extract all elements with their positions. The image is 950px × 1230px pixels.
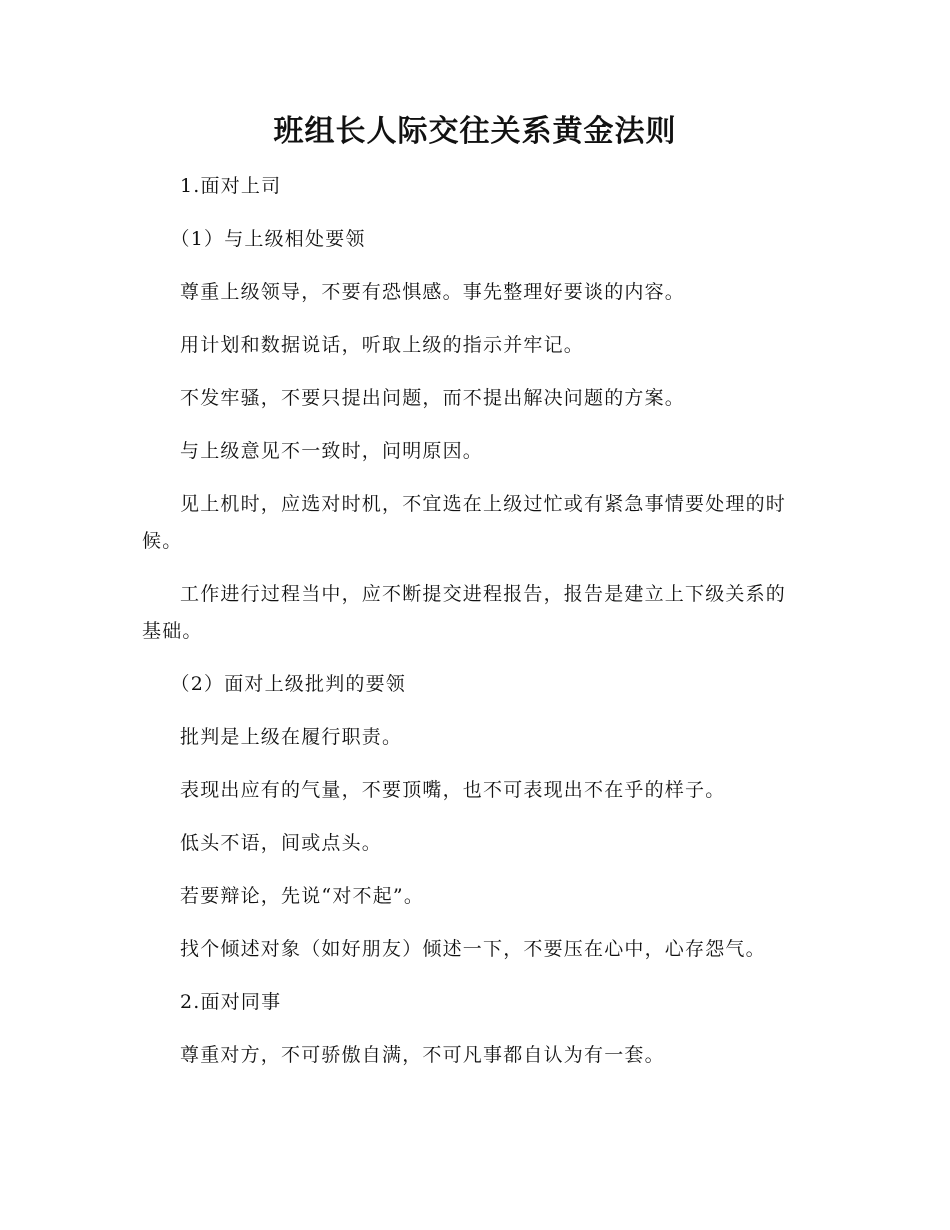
subsection-heading-getting-along: （1）与上级相处要领 [170,228,366,250]
paragraph: 表现出应有的气量，不要顶嘴，也不可表现出不在乎的样子。 [180,779,726,801]
document-title: 班组长人际交往关系黄金法则 [273,114,677,149]
section-heading-colleagues: 2.面对同事 [180,991,282,1013]
document-body [142,168,798,1090]
paragraph: 低头不语，间或点头。 [180,832,383,854]
paragraph: 若要辩论，先说“对不起”。 [180,885,425,907]
paragraph: 批判是上级在履行职责。 [180,726,403,748]
paragraph: 尊重上级领导，不要有恐惧感。事先整理好要谈的内容。 [180,281,686,303]
paragraph: 用计划和数据说话，听取上级的指示并牢记。 [180,334,585,356]
paragraph: 找个倾述对象（如好朋友）倾述一下，不要压在心中，心存怨气。 [180,938,766,960]
paragraph: 与上级意见不一致时，问明原因。 [180,440,484,462]
section-heading-superior: 1.面对上司 [180,175,282,197]
paragraph: 见上机时，应选对时机，不宜选在上级过忙或有紧急事情要处理的时候。 [142,493,787,552]
paragraph: 尊重对方，不可骄傲自满，不可凡事都自认为有一套。 [180,1044,665,1066]
subsection-heading-criticism: （2）面对上级批判的要领 [170,673,406,695]
paragraph: 不发牢骚，不要只提出问题，而不提出解决问题的方案。 [180,387,686,409]
paragraph: 工作进行过程当中，应不断提交进程报告，报告是建立上下级关系的基础。 [142,583,787,642]
